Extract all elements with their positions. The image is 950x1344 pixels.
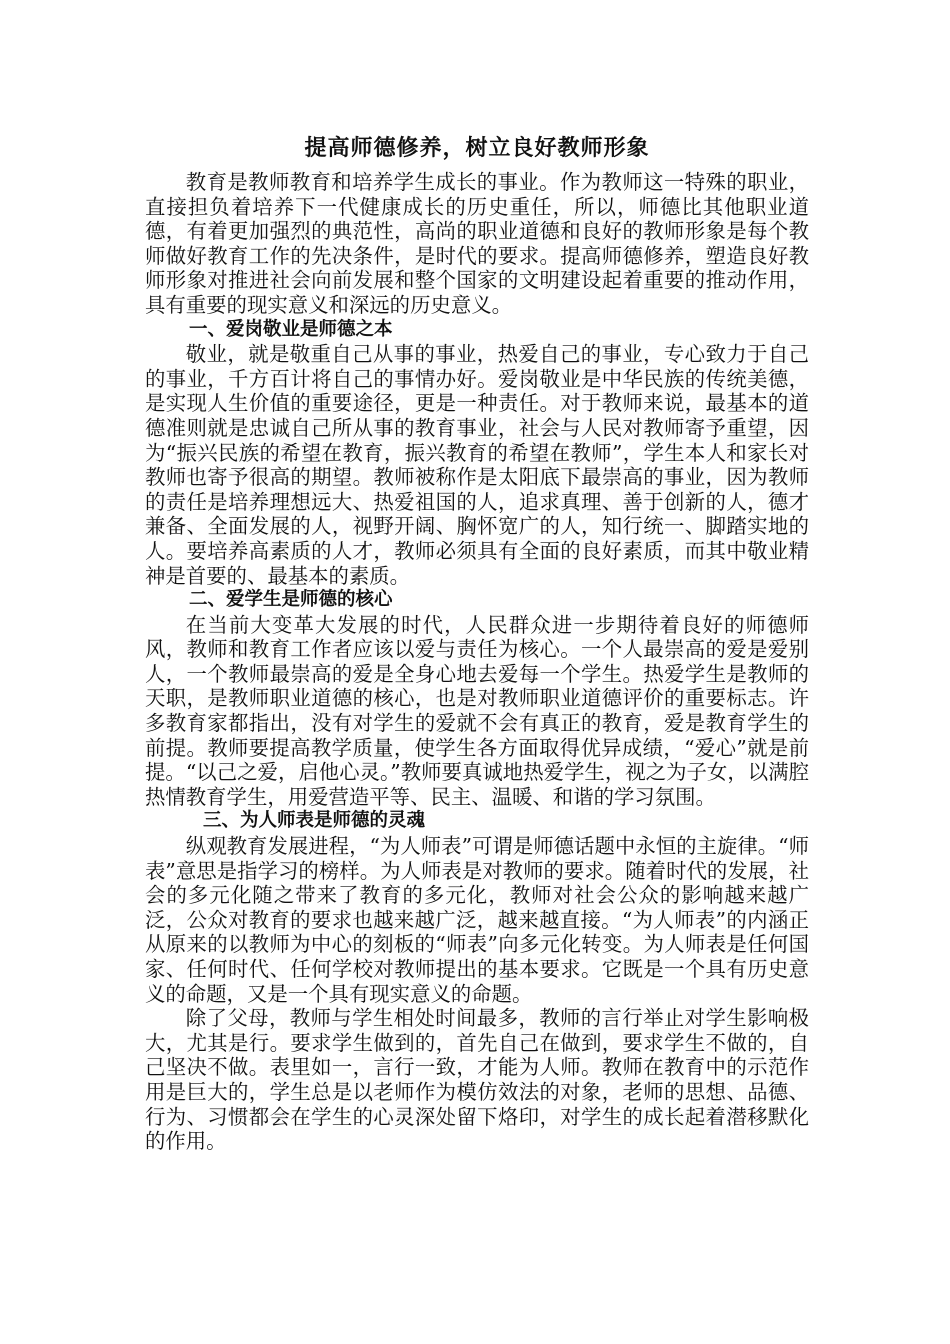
section-3-paragraph-1: 纵观教育发展进程，“为人师表”可谓是师德话题中永恒的主旋律。“师表”意思是指学习的榜样。为人师表是对教师的要求。随着时代的发展，社会的多元化随之带来了教育的多元化，教师对社会公众的影响越来越广泛，公众对教育的要求也越来越广泛，越来越直接。“为人师表”的内涵正从原来的以教师为中心的刻板的“师表”向多元化转变。为人师表是任何国家、任何时代、任何学校对教师提出的基本要求。它既是一个具有历史意义的命题，又是一个具有现实意义的命题。 bbox=[145, 834, 809, 1006]
section-1-heading: 一、爱岗敬业是师德之本 bbox=[189, 318, 393, 340]
section-1-paragraph-1: 敬业，就是敬重自己从事的事业，热爱自己的事业，专心致力于自己的事业，千方百计将自己的事情办好。爱岗敬业是中华民族的传统美德，是实现人生价值的重要途径，更是一种责任。对于教师来说，最基本的道德准则就是忠诚自己所从事的教育事业，社会与人民对教师寄予重望，因为“振兴民族的希望在教育，振兴教育的希望在教师”，学生本人和家长对教师也寄予很高的期望。教师被称作是太阳底下最崇高的事业，因为教师的责任是培养理想远大、热爱祖国的人，追求真理、善于创新的人，德才兼备、全面发展的人，视野开阔、胸怀宽广的人，知行统一、脚踏实地的人。要培养高素质的人才，教师必须具有全面的良好素质，而其中敬业精神是首要的、最基本的素质。 bbox=[145, 342, 809, 588]
document-body bbox=[145, 132, 809, 1154]
intro-paragraph: 教育是教师教育和培养学生成长的事业。作为教师这一特殊的职业，直接担负着培养下一代健康成长的历史重任，所以，师德比其他职业道德，有着更加强烈的典范性，高尚的职业道德和良好的教师形象是每个教师做好教育工作的先决条件，是时代的要求。提高师德修养，塑造良好教师形象对推进社会向前发展和整个国家的文明建设起着重要的推动作用，具有重要的现实意义和深远的历史意义。 bbox=[145, 170, 809, 317]
section-3-paragraph-2: 除了父母，教师与学生相处时间最多，教师的言行举止对学生影响极大，尤其是行。要求学生做到的，首先自己在做到，要求学生不做的，自己坚决不做。表里如一，言行一致，才能为人师。教师在教育中的示范作用是巨大的，学生总是以老师作为模仿效法的对象，老师的思想、品德、行为、习惯都会在学生的心灵深处留下烙印，对学生的成长起着潜移默化的作用。 bbox=[145, 1006, 809, 1154]
section-3-heading: 三、为人师表是师德的灵魂 bbox=[203, 810, 426, 832]
document-title: 提高师德修养，树立良好教师形象 bbox=[304, 136, 650, 161]
section-2-paragraph-1: 在当前大变革大发展的时代，人民群众进一步期待着良好的师德师风，教师和教育工作者应该以爱与责任为核心。一个人最崇高的爱是爱别人，一个教师最崇高的爱是全身心地去爱每一个学生。热爱学生是教师的天职，是教师职业道德的核心，也是对教师职业道德评价的重要标志。许多教育家都指出，没有对学生的爱就不会有真正的教育，爱是教育学生的前提。教师要提高教学质量，使学生各方面取得优异成绩，“爱心”就是前提。“以己之爱，启他心灵。”教师要真诚地热爱学生，视之为子女，以满腔热情教育学生，用爱营造平等、民主、温暖、和谐的学习氛围。 bbox=[145, 612, 809, 809]
section-2-heading: 二、爱学生是师德的核心 bbox=[189, 589, 393, 611]
